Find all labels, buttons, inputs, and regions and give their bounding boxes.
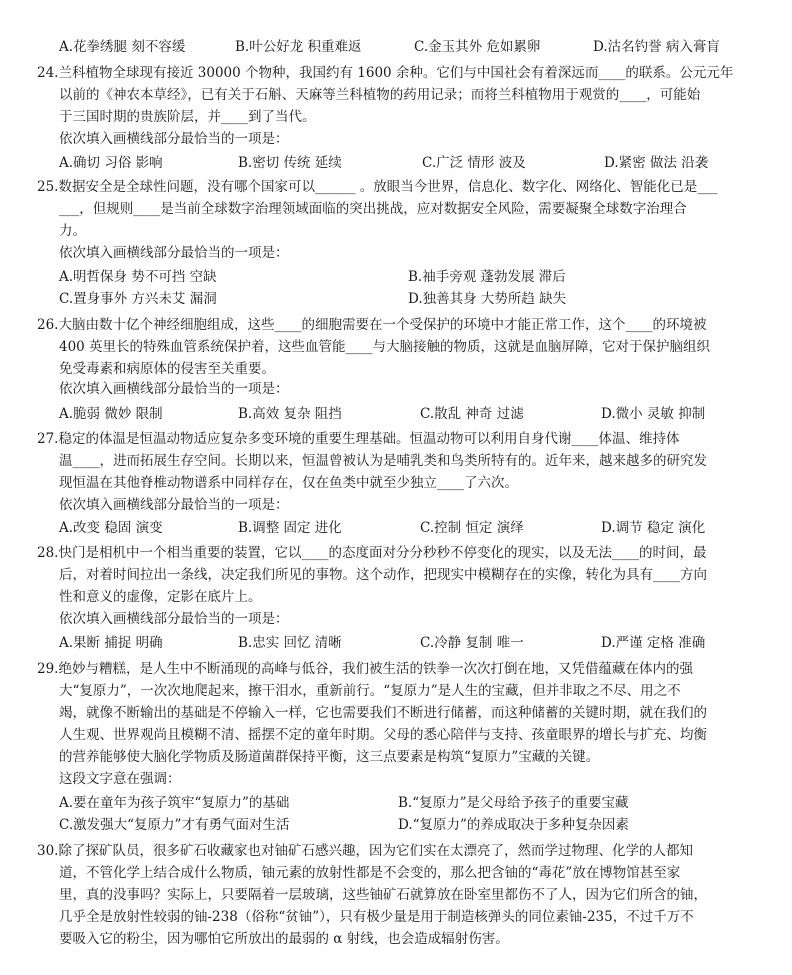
q29-stem-line-2: 大“复原力”，一次次地爬起来，擦干泪水，重新前行。“复原力”是人生的宝藏，但并非取之不尽、用之不 bbox=[59, 683, 681, 699]
q25-option-c: C.置身事外 方兴未艾 漏洞 bbox=[59, 291, 217, 307]
q28-stem-line-3: 性和意义的虚像，定影在底片上。 bbox=[59, 589, 262, 605]
q29-option-a: A.要在童年为孩子筑牢“复原力”的基础 bbox=[59, 795, 290, 811]
q29-prompt: 这段文字意在强调： bbox=[59, 771, 181, 787]
q23-options bbox=[0, 37, 792, 57]
q27-stem-line-3: 现恒温在其他脊椎动物谱系中同样存在，仅在鱼类中就至少独立____了六次。 bbox=[59, 475, 518, 491]
q25-stem-line-3: 力。 bbox=[59, 223, 86, 239]
q24-option-d: D.紧密 做法 沿袭 bbox=[604, 155, 709, 171]
q28-option-a: A.果断 捕捉 明确 bbox=[59, 635, 163, 651]
q25-stem-line-1: 25.数据安全是全球性问题，没有哪个国家可以______ 。放眼当今世界，信息化、数字化、网络化、智能化已是___ bbox=[37, 179, 718, 195]
q26-option-d: D.微小 灵敏 抑制 bbox=[601, 406, 706, 422]
q23-option-a: A.花拳绣腿 刻不容缓 bbox=[59, 39, 186, 55]
q24-stem-line-2: 以前的《神农本草经》，已有关于石斛、天麻等兰科植物的药用记录；而将兰科植物用于观赏的____，可能始 bbox=[59, 87, 701, 103]
q29-stem-line-5: 的营养能够使大脑化学物质及肠道菌群保持平衡，这三点要素是构筑“复原力”宝藏的关键。 bbox=[59, 749, 600, 765]
q23-option-c: C.金玉其外 危如累卵 bbox=[414, 39, 541, 55]
q28-option-c: C.冷静 复制 唯一 bbox=[420, 635, 524, 651]
q25-prompt: 依次填入画横线部分最恰当的一项是： bbox=[59, 245, 289, 261]
q27-option-a: A.改变 稳固 演变 bbox=[59, 520, 163, 536]
q26-stem-line-2: 400 英里长的特殊血管系统保护着，这些血管能____与大脑接触的物质，这就是血脑屏障，它对于保护脑组织 bbox=[59, 339, 711, 355]
q29-stem-line-4: 人生观、世界观尚且模糊不清、摇摆不定的童年时期。父母的悉心陪伴与支持、孩童眼界的增长与扩充、均衡 bbox=[59, 727, 707, 743]
q25-stem-line-2: ___，但规则____是当前全球数字治理领域面临的突出挑战，应对数据安全风险，需要凝聚全球数字治理合 bbox=[59, 201, 687, 217]
q24-option-b: B.密切 传统 延续 bbox=[238, 155, 342, 171]
q26-option-b: B.高效 复杂 阻挡 bbox=[238, 406, 342, 422]
q27-option-b: B.调整 固定 进化 bbox=[238, 520, 342, 536]
q24-option-a: A.确切 习俗 影响 bbox=[59, 155, 163, 171]
q29-stem-line-1: 29.绝妙与糟糕，是人生中不断涌现的高峰与低谷，我们被生活的铁拳一次次打倒在地，又凭借蕴藏在体内的强 bbox=[37, 661, 693, 677]
q27-option-c: C.控制 恒定 演绎 bbox=[420, 520, 524, 536]
q24-option-c: C.广泛 情形 波及 bbox=[422, 155, 526, 171]
q28-option-d: D.严谨 定格 准确 bbox=[601, 635, 706, 651]
q24-stem-line-1: 24.兰科植物全球现有接近 30000 个物种，我国约有 1600 余种。它们与中国社会有着深远而____的联系。公元元年 bbox=[37, 65, 734, 81]
q23-option-d: D.沽名钓誉 病入膏肓 bbox=[593, 39, 720, 55]
q26-stem-line-1: 26.大脑由数十亿个神经细胞组成，这些____的细胞需要在一个受保护的环境中才能正常工作，这个____的环境被 bbox=[37, 317, 707, 333]
q30-stem-line-2: 道，不管化学上结合成什么物质，铀元素的放射性都是不会变的，那么把含铀的“毒花”放在博物馆甚至家 bbox=[59, 865, 681, 881]
q24-stem-line-3: 于三国时期的贵族阶层，并____到了当代。 bbox=[59, 109, 316, 125]
q26-options bbox=[0, 404, 792, 424]
q29-option-c: C.激发强大“复原力”才有勇气面对生活 bbox=[59, 817, 290, 833]
q28-stem-line-2: 后，对着时间拉出一条线，决定我们所见的事物。这个动作，把现实中模糊存在的实像，转化为具有____方向 bbox=[59, 567, 707, 583]
q25-option-b: B.袖手旁观 蓬勃发展 滞后 bbox=[408, 269, 566, 285]
q25-option-d: D.独善其身 大势所趋 缺失 bbox=[408, 291, 567, 307]
q28-option-b: B.忠实 回忆 清晰 bbox=[238, 635, 342, 651]
q27-stem-line-2: 温____，进而拓展生存空间。长期以来，恒温曾被认为是哺乳类和鸟类所特有的。近年来，越来越多的研究发 bbox=[59, 453, 707, 469]
q25-option-a: A.明哲保身 势不可挡 空缺 bbox=[59, 269, 217, 285]
q29-option-b: B.“复原力”是父母给予孩子的重要宝藏 bbox=[398, 795, 629, 811]
q28-options bbox=[0, 633, 792, 653]
q27-options bbox=[0, 518, 792, 538]
q26-stem-line-3: 免受毒素和病原体的侵害至关重要。 bbox=[59, 361, 275, 377]
q30-stem-line-5: 要吸入它的粉尘，因为哪怕它所放出的最弱的 α 射线，也会造成辐射伤害。 bbox=[59, 931, 509, 947]
q27-prompt: 依次填入画横线部分最恰当的一项是： bbox=[59, 497, 289, 513]
q29-stem-line-3: 竭，就像不断输出的基础是不停输入一样，它也需要我们不断进行储蓄，而这种储蓄的关键时期，就在我们的 bbox=[59, 705, 707, 721]
q23-option-b: B.叶公好龙 积重难返 bbox=[235, 39, 362, 55]
q26-option-c: C.散乱 神奇 过滤 bbox=[420, 406, 524, 422]
q24-options bbox=[0, 153, 792, 173]
q26-option-a: A.脆弱 微妙 限制 bbox=[59, 406, 163, 422]
q28-stem-line-1: 28.快门是相机中一个相当重要的装置，它以____的态度面对分分秒秒不停变化的现实，以及无法____的时间，最 bbox=[37, 545, 707, 561]
q27-stem-line-1: 27.稳定的体温是恒温动物适应复杂多变环境的重要生理基础。恒温动物可以利用自身代谢____体温、维持体 bbox=[37, 431, 680, 447]
q30-stem-line-3: 里，真的没事吗？实际上，只要隔着一层玻璃，这些铀矿石就算放在卧室里都伤不了人，因为它们所含的铀， bbox=[59, 887, 707, 903]
q28-prompt: 依次填入画横线部分最恰当的一项是： bbox=[59, 611, 289, 627]
q29-option-d: D.“复原力”的养成取决于多种复杂因素 bbox=[398, 817, 629, 833]
q30-stem-line-4: 几乎全是放射性较弱的铀-238（俗称“贫铀”），只有极少量是用于制造核弹头的同位素铀-235，不过千万不 bbox=[59, 909, 694, 925]
q24-prompt: 依次填入画横线部分最恰当的一项是： bbox=[59, 131, 289, 147]
q27-option-d: D.调节 稳定 演化 bbox=[601, 520, 706, 536]
q30-stem-line-1: 30.除了探矿队员，很多矿石收藏家也对铀矿石感兴趣，因为它们实在太漂亮了，然而学过物理、化学的人都知 bbox=[37, 843, 693, 859]
q26-prompt: 依次填入画横线部分最恰当的一项是： bbox=[59, 381, 289, 397]
